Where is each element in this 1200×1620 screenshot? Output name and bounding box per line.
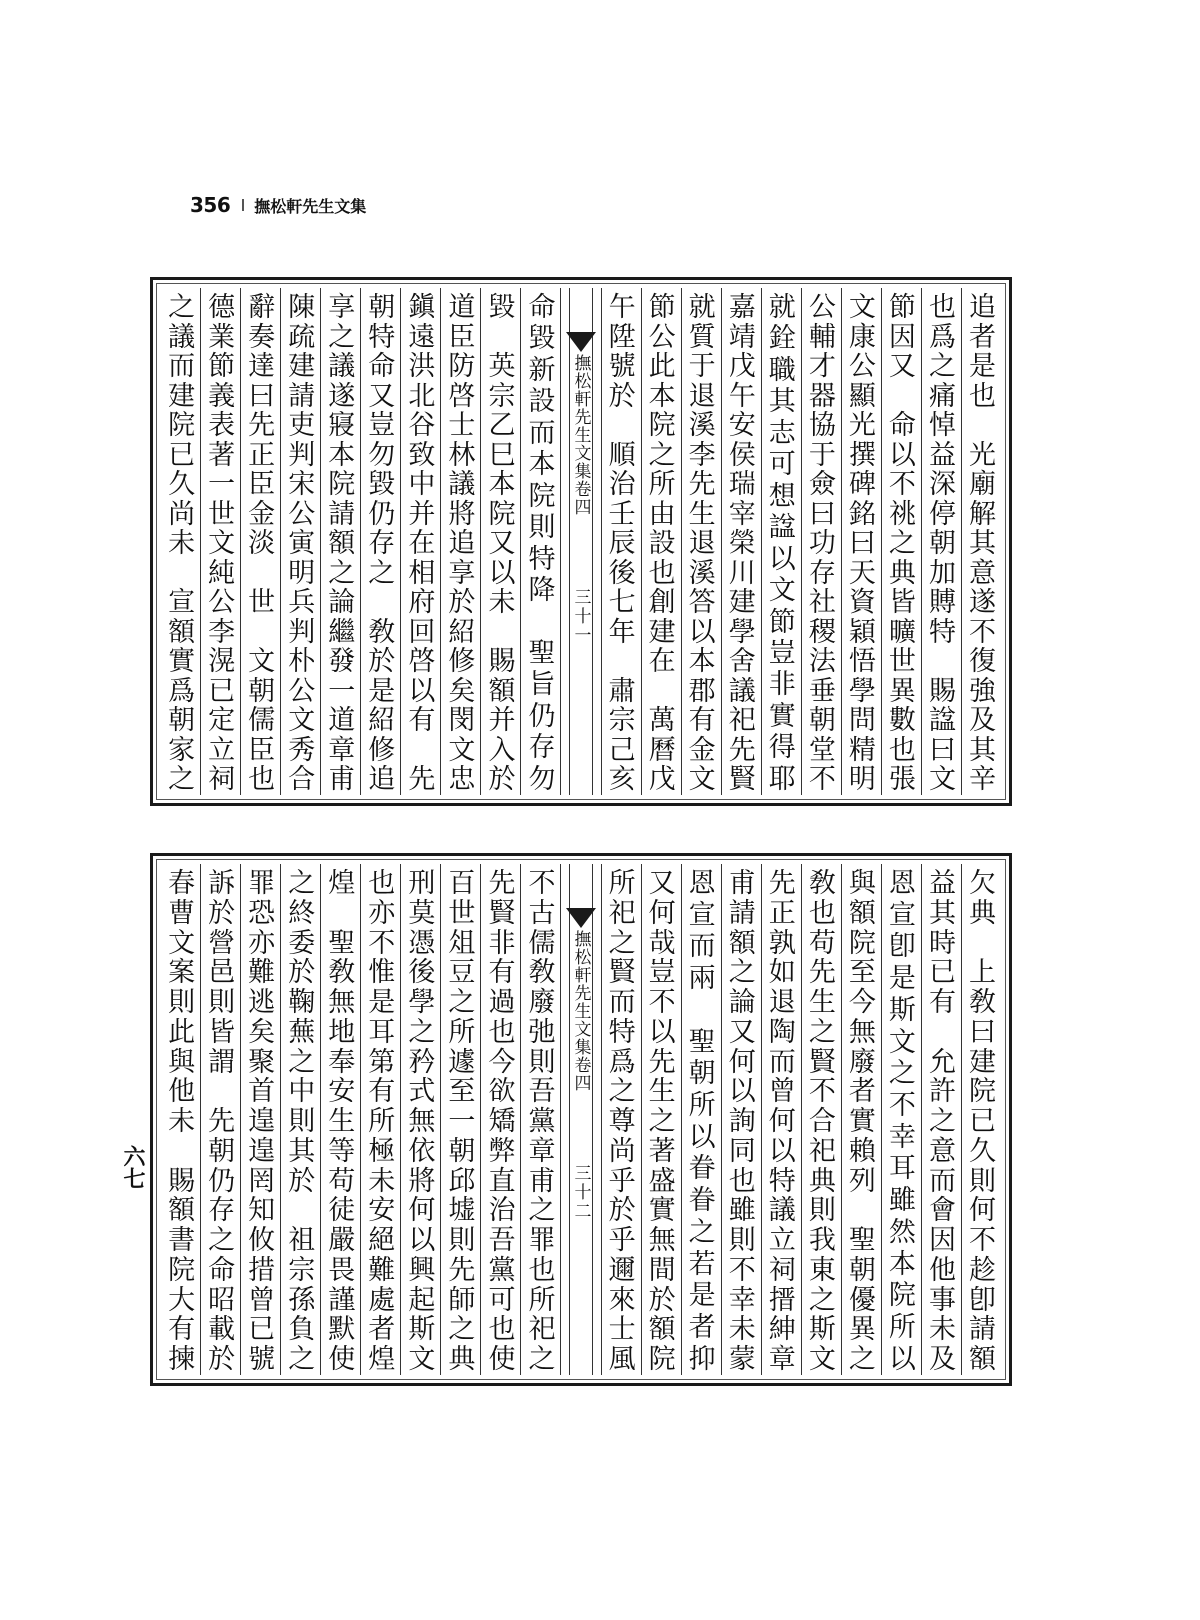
text-column	[161, 864, 200, 1375]
text-column	[641, 864, 681, 1375]
running-head-separator	[242, 199, 244, 211]
text-column	[200, 288, 240, 795]
column-text: 就 質 于 退 溪 李 先 生 退 溪 答 以 本 郡 有 金 文	[683, 292, 715, 791]
text-column	[200, 864, 240, 1375]
page-number: 356	[190, 193, 231, 217]
column-text: 所 祀 之 賢 而 特 爲 之 尊 尚 乎 於 乎 邇 來 士 風	[603, 868, 635, 1371]
text-column	[801, 864, 841, 1375]
center-book-title: 撫松軒先生文集卷四	[570, 354, 591, 516]
running-head	[190, 190, 366, 220]
column-text: 午 陞 號 於 順 治 壬 辰 後 七 年 肅 宗 己 亥	[603, 292, 635, 791]
text-column	[400, 864, 440, 1375]
column-text: 文 康 公 顯 光 撰 碑 銘 曰 天 資 穎 悟 學 問 精 明	[843, 292, 875, 791]
center-folio-number: 三十二	[570, 1164, 591, 1221]
text-column	[601, 288, 641, 795]
side-folio-number: 六七	[120, 1145, 146, 1189]
column-text: 恩 宣 卽 是 斯 文 之 不 幸 耳 雖 然 本 院 所 以	[883, 868, 915, 1371]
text-column	[440, 288, 480, 795]
column-text: 訴 於 營 邑 則 皆 謂 先 朝 仍 存 之 命 昭 載 於	[203, 868, 235, 1371]
column-text: 又 何 哉 豈 不 以 先 生 之 著 盛 實 無 間 於 額 院	[643, 868, 675, 1371]
text-column	[480, 864, 520, 1375]
column-text: 德 業 節 義 表 著 一 世 文 純 公 李 滉 已 定 立 祠	[203, 292, 235, 791]
column-text: 欠 典 上 敎 曰 建 院 已 久 則 何 不 趁 卽 請 額	[964, 868, 995, 1371]
text-column	[161, 288, 200, 795]
column-text: 命 毀 新 設 而 本 院 則 特 降 聖 旨 仍 存 勿	[523, 292, 555, 791]
text-column	[280, 864, 320, 1375]
text-column	[761, 288, 801, 795]
column-text: 罪 恐 亦 難 逃 矣 聚 首 遑 遑 罔 知 攸 措 曾 已 號	[243, 868, 275, 1371]
upper-text-columns	[161, 288, 1001, 795]
text-column	[681, 288, 721, 795]
text-column	[841, 864, 881, 1375]
column-text: 與 額 院 至 今 無 廢 者 實 賴 列 聖 朝 優 異 之	[843, 868, 875, 1371]
column-text: 鎭 遠 洪 北 谷 致 中 并 在 相 府 回 啓 以 有 先	[403, 292, 435, 791]
column-text: 公 輔 才 器 協 于 僉 曰 功 存 社 稷 法 垂 朝 堂 不	[803, 292, 835, 791]
fishtail-mark-icon	[566, 908, 596, 928]
column-text: 之 終 委 於 鞠 蕪 之 中 則 其 於 祖 宗 孫 負 之	[283, 868, 315, 1371]
lower-text-columns	[161, 864, 1001, 1375]
text-column	[961, 864, 1001, 1375]
text-column	[801, 288, 841, 795]
upper-woodblock-page	[150, 277, 1012, 806]
text-column	[841, 288, 881, 795]
text-column	[440, 864, 480, 1375]
text-column	[280, 288, 320, 795]
column-text: 刑 莫 憑 後 學 之 矜 式 無 依 將 何 以 興 起 斯 文	[403, 868, 435, 1371]
column-text: 春 曹 文 案 則 此 與 他 未 賜 額 書 院 大 有 揀	[163, 868, 195, 1371]
fishtail-mark-icon	[566, 332, 596, 352]
column-text: 陳 疏 建 請 吏 判 宋 公 寅 明 兵 判 朴 公 文 秀 合	[283, 292, 315, 791]
column-text: 辭 奏 達 曰 先 正 臣 金 淡 世 文 朝 儒 臣 也	[243, 292, 275, 791]
column-text: 恩 宣 而 兩 聖 朝 所 以 眷 眷 之 若 是 者 抑	[683, 868, 715, 1371]
text-column	[721, 288, 761, 795]
text-column	[240, 864, 280, 1375]
text-column	[400, 288, 440, 795]
column-text: 之 議 而 建 院 已 久 尚 未 宣 額 實 爲 朝 家 之	[163, 292, 195, 791]
text-column	[921, 288, 961, 795]
text-column	[921, 864, 961, 1375]
column-text: 毀 英 宗 乙 巳 本 院 又 以 未 賜 額 并 入 於	[483, 292, 515, 791]
center-folio-number: 三十一	[570, 588, 591, 645]
column-text: 甫 請 額 之 論 又 何 以 詢 同 也 雖 則 不 幸 未 蒙	[723, 868, 755, 1371]
center-fold-column	[560, 288, 600, 795]
column-text: 百 世 俎 豆 之 所 遽 至 一 朝 邱 墟 則 先 師 之 典	[443, 868, 475, 1371]
column-text: 先 賢 非 有 過 也 今 欲 矯 弊 直 治 吾 黨 可 也 使	[483, 868, 515, 1371]
center-book-title: 撫松軒先生文集卷四	[570, 930, 591, 1092]
column-text: 益 其 時 已 有 允 許 之 意 而 會 因 他 事 未 及	[923, 868, 955, 1371]
column-text: 敎 也 苟 先 生 之 賢 不 合 祀 典 則 我 東 之 斯 文	[803, 868, 835, 1371]
text-column	[360, 864, 400, 1375]
text-column	[761, 864, 801, 1375]
text-column	[360, 288, 400, 795]
column-text: 也 爲 之 痛 悼 益 深 停 朝 加 賻 特 賜 諡 曰 文	[923, 292, 955, 791]
text-column	[240, 288, 280, 795]
text-column	[961, 288, 1001, 795]
column-text: 不 古 儒 敎 廢 弛 則 吾 黨 章 甫 之 罪 也 所 祀 之	[523, 868, 555, 1371]
text-column	[520, 288, 560, 795]
text-column	[480, 288, 520, 795]
column-text: 嘉 靖 戊 午 安 侯 瑞 宰 榮 川 建 學 舍 議 祀 先 賢	[723, 292, 755, 791]
text-column	[881, 288, 921, 795]
text-column	[681, 864, 721, 1375]
column-text: 先 正 孰 如 退 陶 而 曾 何 以 特 議 立 祠 搢 紳 章	[763, 868, 795, 1371]
lower-woodblock-page	[150, 853, 1012, 1386]
column-text: 煌 聖 敎 無 地 奉 安 生 等 苟 徒 嚴 畏 謹 默 使	[323, 868, 355, 1371]
column-text: 節 因 又 命 以 不 祧 之 典 皆 曠 世 異 數 也 張	[883, 292, 915, 791]
text-column	[641, 288, 681, 795]
text-column	[320, 288, 360, 795]
text-column	[721, 864, 761, 1375]
column-text: 享 之 議 遂 寢 本 院 請 額 之 論 繼 發 一 道 章 甫	[323, 292, 355, 791]
column-text: 就 銓 職 其 志 可 想 諡 以 文 節 豈 非 實 得 耶	[763, 292, 795, 791]
column-text: 也 亦 不 惟 是 耳 第 有 所 極 未 安 絕 難 處 者 煌	[363, 868, 395, 1371]
column-text: 追 者 是 也 光 廟 解 其 意 遂 不 復 強 及 其 辛	[964, 292, 995, 791]
text-column	[520, 864, 560, 1375]
text-column	[881, 864, 921, 1375]
column-text: 朝 特 命 又 豈 勿 毀 仍 存 之 敎 於 是 紹 修 追	[363, 292, 395, 791]
column-text: 節 公 此 本 院 之 所 由 設 也 創 建 在 萬 曆 戊	[643, 292, 675, 791]
column-text: 道 臣 防 啓 士 林 議 將 追 享 於 紹 修 矣 閔 文 忠	[443, 292, 475, 791]
text-column	[601, 864, 641, 1375]
book-title: 撫松軒先生文集	[254, 196, 367, 216]
center-fold-column	[560, 864, 600, 1375]
text-column	[320, 864, 360, 1375]
